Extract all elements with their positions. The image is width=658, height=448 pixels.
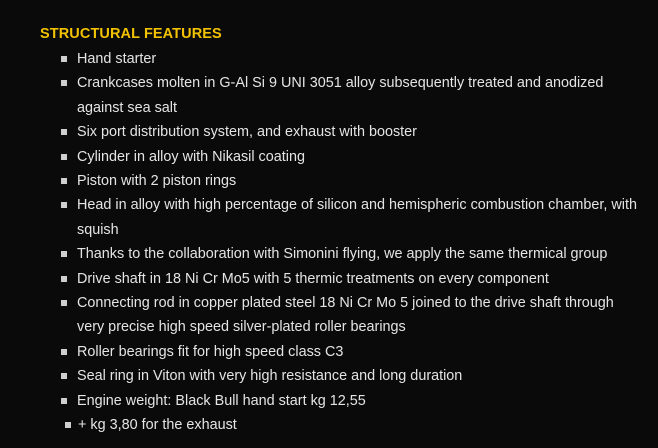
list-item-text: Thanks to the collaboration with Simonini flying, we apply the same thermical group — [77, 246, 608, 263]
list-item-text: Connecting rod in copper plated steel 18 Ni Cr Mo 5 joined to the drive shaft through very precise high speed silver-plated roller bearings — [77, 295, 614, 336]
list-item-text: Piston with 2 piston rings — [77, 173, 237, 190]
list-item — [60, 389, 640, 413]
list-item — [60, 47, 640, 71]
square-bullet-icon — [61, 251, 67, 257]
list-item — [60, 71, 640, 120]
list-item — [60, 340, 640, 364]
sub-list-item — [64, 413, 640, 437]
list-item — [60, 291, 640, 340]
list-item-text: Roller bearings fit for high speed class C3 — [77, 343, 344, 360]
list-item-text: Six port distribution system, and exhaust with booster — [77, 124, 417, 141]
list-item-text: Drive shaft in 18 Ni Cr Mo5 with 5 thermic treatments on every component — [77, 270, 549, 287]
structural-features-section — [40, 26, 640, 438]
list-item — [60, 120, 640, 144]
sub-list-item-text: + kg 3,80 for the exhaust — [78, 417, 237, 434]
square-bullet-icon — [61, 349, 67, 355]
square-bullet-icon — [65, 422, 71, 428]
square-bullet-icon — [61, 300, 67, 306]
list-item — [60, 364, 640, 388]
list-item-text: Cylinder in alloy with Nikasil coating — [77, 148, 305, 165]
list-item — [60, 193, 640, 242]
square-bullet-icon — [61, 80, 67, 86]
square-bullet-icon — [61, 56, 67, 62]
section-title: STRUCTURAL FEATURES — [40, 26, 222, 42]
square-bullet-icon — [61, 154, 67, 160]
list-item — [60, 242, 640, 266]
square-bullet-icon — [61, 129, 67, 135]
square-bullet-icon — [61, 202, 67, 208]
list-item — [60, 169, 640, 193]
list-item-text: Seal ring in Viton with very high resistance and long duration — [77, 368, 463, 385]
features-list — [40, 47, 640, 413]
square-bullet-icon — [61, 398, 67, 404]
list-item-text: Head in alloy with high percentage of silicon and hemispheric combustion chamber, with squish — [77, 197, 637, 238]
square-bullet-icon — [61, 373, 67, 379]
list-item — [60, 267, 640, 291]
square-bullet-icon — [61, 276, 67, 282]
square-bullet-icon — [61, 178, 67, 184]
list-item-text: Hand starter — [77, 51, 157, 67]
list-item — [60, 145, 640, 169]
list-item-text: Crankcases molten in G-Al Si 9 UNI 3051 alloy subsequently treated and anodized against sea salt — [77, 75, 604, 116]
list-item-text: Engine weight: Black Bull hand start kg 12,55 — [77, 392, 366, 409]
sub-features-list — [40, 413, 640, 437]
